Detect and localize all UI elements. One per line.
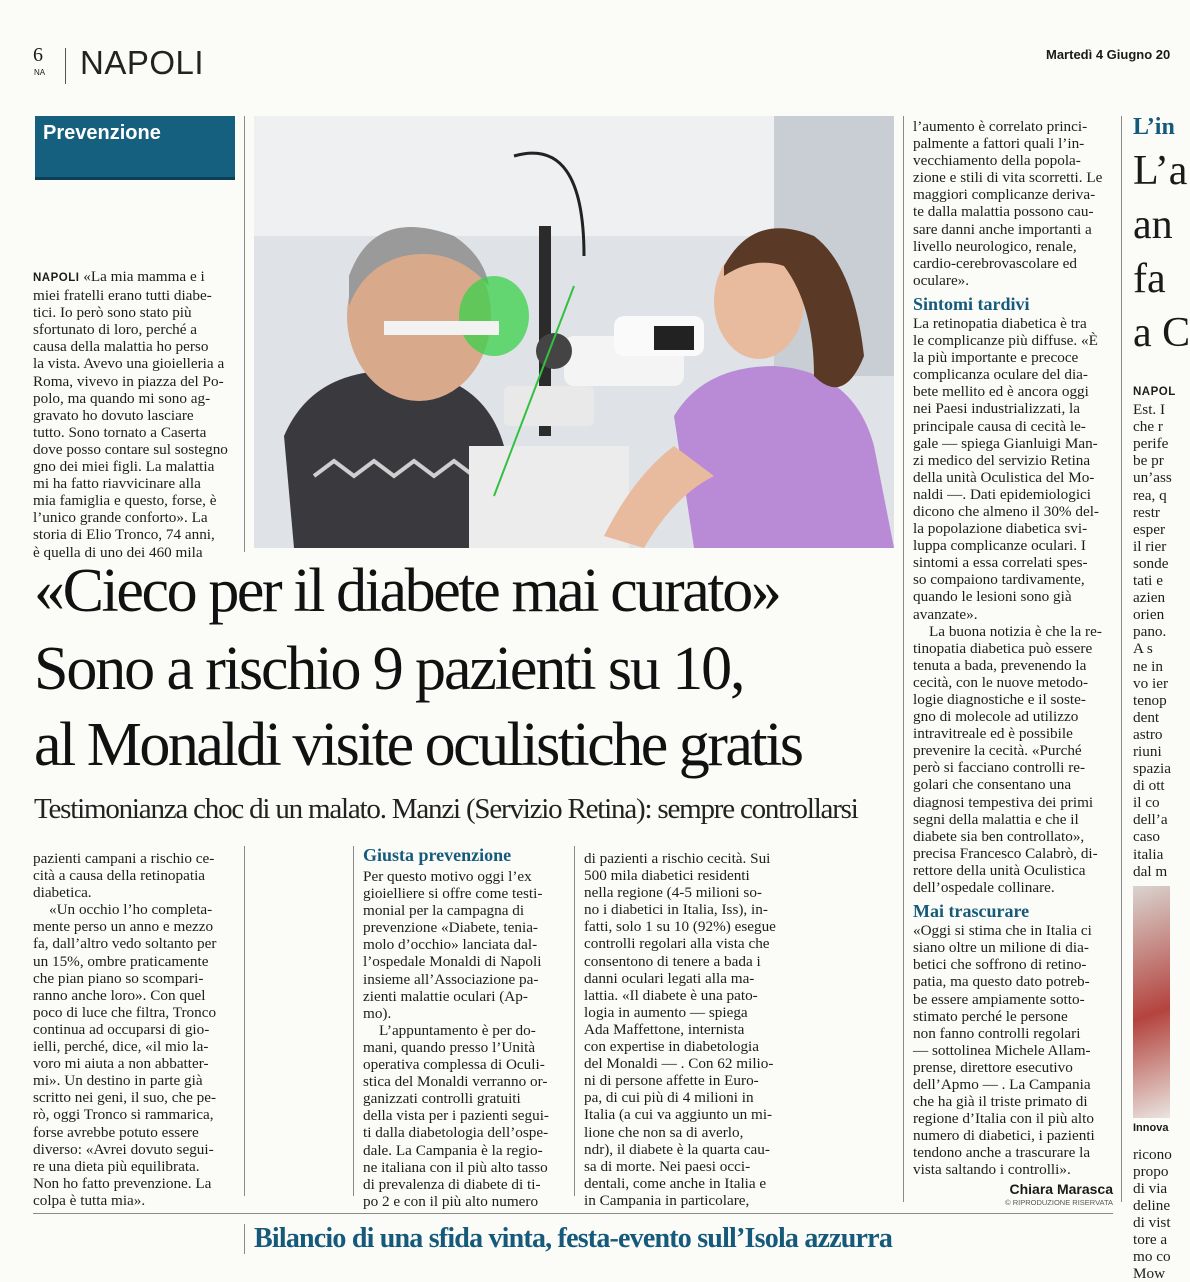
c4m-l9: dell’Apmo — . La Campania — [913, 1075, 1091, 1093]
headline-line2: Sono a rischio 9 pazienti su 10, — [34, 635, 744, 703]
side-l5: rea, q — [1133, 486, 1167, 504]
c2-l0: Per questo motivo oggi l’ex — [363, 868, 532, 885]
column-4-sintomi — [913, 315, 1113, 896]
c2-l4: molo d’occhio» lanciata dal- — [363, 936, 538, 954]
c2-l17: ne italiana con il più alto tasso — [363, 1158, 548, 1176]
side-photo-caption: Innova — [1133, 1121, 1169, 1134]
c2-l11: operativa complessa di Oculi- — [363, 1056, 545, 1074]
intro-l10: dove posso contare sul sostegno — [33, 440, 228, 458]
side-l9: sonde — [1133, 554, 1169, 572]
c4m-l5: stimato perché le persone — [913, 1007, 1068, 1025]
c4s-l11: dicono che almeno il 30% del- — [913, 502, 1099, 520]
side-l19: astro — [1133, 725, 1163, 743]
headline-quote: «Cieco per il diabete mai curato» — [34, 557, 780, 625]
c4s-l14: sintomi a essa correlati spes- — [913, 554, 1088, 572]
column-divider — [353, 846, 354, 1196]
c2-l15: ti dalla diabetologia dell’ospe- — [363, 1124, 549, 1142]
c4b-l10: diagnosi tempestiva dei primi — [913, 793, 1094, 811]
bottom-headline: Bilancio di una sfida vinta, festa-evento sull’Isola azzurra — [254, 1223, 893, 1254]
section-title: NAPOLI — [80, 44, 205, 81]
c4b-l5: gno di molecole ad utilizzo — [913, 708, 1079, 726]
c2-l19: po 2 e con il più alto numero — [363, 1192, 539, 1210]
c4b-l12: diabete sia ben controllato», — [913, 827, 1085, 845]
bottom-divider — [244, 1224, 245, 1254]
intro-l3: sfortunato di loro, perché a — [33, 321, 198, 339]
bottom-rule — [33, 1213, 1113, 1214]
column-divider — [1121, 116, 1122, 1202]
article-intro — [33, 268, 236, 561]
c2-l10: mani, quando presso l’Unità — [363, 1038, 536, 1056]
c4b-l11: segni della malattia e che il — [913, 810, 1079, 828]
c4-l6: sare danni anche importanti a — [913, 220, 1092, 238]
c4b-l6: intravitreale ed è possibile — [913, 725, 1073, 743]
c4s-l5: nei Paesi industrializzati, la — [913, 400, 1081, 418]
c1-l16: forse avrebbe potuto essere — [33, 1123, 199, 1141]
side-l22: di ott — [1133, 777, 1165, 795]
article-photo — [254, 116, 894, 548]
c3-l11: con expertise in diabetologia — [584, 1038, 760, 1056]
header-divider — [65, 48, 66, 84]
c3-l7: danni oculari legati alla ma- — [584, 969, 755, 987]
c1-l19: Non ho fatto prevenzione. La — [33, 1174, 212, 1192]
side-l20: riuni — [1133, 742, 1162, 760]
c2-l5: l’ospedale Monaldi di Napoli — [363, 953, 542, 971]
page-number: 6 — [33, 44, 43, 66]
side-l7: esper — [1133, 520, 1166, 538]
c1-l18: re una dieta più equilibrata. — [33, 1157, 200, 1175]
side-l27: dal m — [1133, 862, 1168, 880]
c1-l17: diverso: «Avrei dovuto segui- — [33, 1140, 214, 1158]
side-l1: che r — [1133, 418, 1163, 436]
c4m-l13: tendono anche a trascurare la — [913, 1144, 1091, 1162]
c3-l17: ndr), il diabete è la quarta cau- — [584, 1140, 770, 1158]
side-l18: dent — [1133, 708, 1160, 726]
c3-l18: sa di morte. Nei paesi occi- — [584, 1157, 751, 1175]
c4s-l15: so compaiono tardivamente, — [913, 571, 1085, 589]
intro-l13: mia famiglia e questo, forse, è — [33, 492, 217, 510]
subhead-giusta-prevenzione: Giusta prevenzione — [363, 845, 512, 865]
side-kicker: L’in — [1133, 114, 1175, 140]
subhead-sintomi-tardivi: Sintomi tardivi — [913, 293, 1030, 314]
c3-l15: Italia (a cui va aggiunto un mi- — [584, 1106, 773, 1124]
side-l24: dell’a — [1133, 811, 1168, 829]
side-l11: azien — [1133, 589, 1166, 607]
c4b-l15: dell’ospedale collinare. — [913, 879, 1055, 897]
c3-l0: di pazienti a rischio cecità. Sui — [584, 850, 771, 867]
c3-l10: Ada Maffettone, internista — [584, 1020, 745, 1038]
c1-l10: continua ad occuparsi di gio- — [33, 1020, 210, 1038]
column-2-text — [363, 868, 566, 1210]
column-divider — [244, 846, 245, 1196]
side-photo — [1133, 886, 1170, 1118]
section-kicker: Prevenzione — [43, 122, 161, 144]
c4s-l2: la più importante e precoce — [913, 349, 1079, 367]
c4s-l12: la popolazione diabetica svi- — [913, 520, 1088, 538]
c2-l6: insieme all’Associazione pa- — [363, 970, 539, 988]
c4-l9: oculare». — [913, 271, 970, 289]
column-divider — [244, 116, 245, 552]
side-l2: perife — [1133, 435, 1169, 453]
c1-l5: fa, dall’altro vedo soltanto per — [33, 935, 217, 953]
c4b-l2: tenuta a bada, prevenendo la — [913, 656, 1087, 674]
c3-l1: 500 mila diabetici residenti — [584, 867, 750, 885]
c2-l18: di prevalenza di diabete di ti- — [363, 1175, 541, 1193]
side-b3: deline — [1133, 1197, 1171, 1214]
c2-l16: dale. La Campania è la regio- — [363, 1141, 543, 1159]
c4s-l4: bete mellito ed è ancora oggi — [913, 383, 1089, 401]
c3-l2: nella regione (4-5 milioni so- — [584, 884, 762, 902]
side-l6: restr — [1133, 503, 1160, 521]
c2-l7: zienti malattie oculari (Ap- — [363, 987, 528, 1005]
c4m-l3: patia, ma questo dato potreb- — [913, 973, 1090, 991]
intro-l7: polo, ma quando mi sono ag- — [33, 389, 211, 407]
side-l4: un’ass — [1133, 469, 1172, 487]
c1-l3: «Un occhio l’ho completa- — [49, 901, 213, 919]
c1-l6: un 15%, ombre praticamente — [33, 952, 209, 970]
side-l23: il co — [1133, 794, 1160, 812]
c3-l8: lattia. «Il diabete è una pato- — [584, 986, 758, 1004]
c4m-l2: betici che soffrono di retino- — [913, 956, 1087, 974]
c4-l0: l’aumento è correlato princi- — [913, 118, 1088, 135]
c4m-l10: che ha già il triste primato di — [913, 1093, 1088, 1111]
intro-l14: l’unico grande conforto». La — [33, 509, 208, 527]
author-byline: Chiara Marasca — [1009, 1180, 1113, 1197]
c4b-l4: logie diagnostiche e il soste- — [913, 691, 1086, 708]
c2-l9: L’appuntamento è per do- — [379, 1021, 536, 1039]
side-b7: Mow — [1133, 1265, 1166, 1282]
side-text-bottom — [1133, 1146, 1170, 1282]
side-l10: tati e — [1133, 572, 1163, 590]
c4s-l0: La retinopatia diabetica è tra — [913, 314, 1087, 332]
c1-l0: pazienti campani a rischio ce- — [33, 850, 215, 867]
intro-l8: gravato ho dovuto lasciare — [33, 406, 194, 424]
c1-l9: poco di luce che filtra, Tronco — [33, 1003, 217, 1021]
c4-l2: vecchiamento della popola- — [913, 152, 1081, 170]
intro-l9: tutto. Sono tornato a Caserta — [33, 423, 207, 441]
c4s-l7: gale — spiega Gianluigi Man- — [913, 434, 1098, 452]
intro-l4: causa della malattia ho perso — [33, 338, 209, 356]
c4-l8: cardio-cerebrovascolare ed — [913, 254, 1077, 272]
side-l25: caso — [1133, 828, 1160, 846]
intro-l1: miei fratelli erano tutti diabe- — [33, 287, 212, 305]
side-headline-l3: a C — [1133, 310, 1190, 356]
column-4-mai — [913, 922, 1113, 1178]
c3-l12: del Monaldi — . Con 62 milio- — [584, 1055, 774, 1073]
c3-l20: in Campania in particolare, — [584, 1191, 750, 1209]
intro-l11: gno dei miei figli. La malattia — [33, 458, 215, 476]
intro-l0: «La mia mamma e i — [83, 268, 205, 285]
c4s-l6: principale causa di cecità le- — [913, 417, 1086, 435]
c3-l16: lione che non sa di averlo, — [584, 1123, 744, 1141]
c4m-l6: non fanno controlli regolari — [913, 1024, 1081, 1042]
c1-l7: che pian piano so scompari- — [33, 969, 204, 987]
side-l21: spazia — [1133, 760, 1171, 778]
c4s-l1: le complicanze più diffuse. «È — [913, 332, 1098, 350]
c3-l13: ni di persone affette in Euro- — [584, 1072, 759, 1090]
copyright-note: © RIPRODUZIONE RISERVATA — [1005, 1197, 1113, 1207]
side-dateline: NAPOL — [1133, 386, 1176, 398]
c4s-l9: della unità Oculistica del Mo- — [913, 468, 1095, 486]
side-l13: pano. — [1133, 623, 1167, 641]
intro-l6: Roma, vivevo in piazza del Po- — [33, 372, 224, 390]
c4b-l8: però si facciano controlli re- — [913, 759, 1086, 777]
photo-illustration — [254, 116, 894, 548]
headline-summary: Testimonianza choc di un malato. Manzi (Servizio Retina): sempre controllarsi — [34, 793, 858, 825]
c3-l3: no i diabetici in Italia, Iss), in- — [584, 901, 768, 919]
c4b-l13: precisa Francesco Calabrò, di- — [913, 844, 1098, 862]
article-column-2 — [363, 844, 566, 1210]
c2-l8: mo). — [363, 1004, 392, 1022]
side-l16: vo ier — [1133, 674, 1169, 692]
c1-l14: scritto nei geni, il suo, che pe- — [33, 1089, 217, 1107]
c1-l1: cità a causa della retinopatia — [33, 867, 206, 885]
side-l8: il rier — [1133, 537, 1167, 555]
side-headline-l1: an — [1133, 202, 1173, 248]
side-b4: di vist — [1133, 1214, 1171, 1232]
c4s-l3: complicanza oculare del dia- — [913, 366, 1088, 384]
side-l14: A s — [1133, 640, 1153, 658]
side-l12: orien — [1133, 606, 1165, 624]
c3-l6: consentono di tenere a bada i — [584, 952, 761, 970]
c3-l5: controlli regolari alla vista che — [584, 935, 770, 953]
c4s-l17: avanzate». — [913, 605, 978, 623]
c1-l11: ielli, perché, dice, «il mio la- — [33, 1038, 209, 1056]
c1-l13: mi». Un destino in parte già — [33, 1072, 203, 1090]
intro-l15: storia di Elio Tronco, 74 anni, — [33, 526, 215, 544]
c3-l9: logia in aumento — spiega — [584, 1003, 748, 1021]
intro-l2: tici. Io però sono stato più — [33, 304, 192, 322]
c4b-l0: La buona notizia è che la re- — [929, 622, 1102, 640]
c4b-l1: tinopatia diabetica può essere — [913, 639, 1093, 657]
c4-l4: maggiori complicanze deriva- — [913, 186, 1096, 204]
dateline: NAPOLI — [33, 272, 80, 284]
c4b-l7: prevenire la cecità. «Purché — [913, 742, 1082, 760]
side-l3: be pr — [1133, 452, 1164, 470]
c2-l12: stica del Monaldi verranno or- — [363, 1073, 548, 1091]
c2-l1: gioielliere si offre come testi- — [363, 885, 543, 903]
c4b-l14: rettore della unità Oculistica — [913, 861, 1086, 879]
c4m-l8: prense, direttore esecutivo — [913, 1058, 1073, 1076]
c4m-l4: be essere ampiamente sotto- — [913, 990, 1085, 1008]
c4m-l1: siano oltre un milione di dia- — [913, 939, 1089, 957]
column-divider — [903, 116, 904, 1202]
c4m-l0: «Oggi si stima che in Italia ci — [913, 922, 1092, 940]
c4m-l12: numero di diabetici, i pazienti — [913, 1127, 1095, 1145]
c3-l4: fatti, solo 1 su 10 (92%) esegue — [584, 918, 776, 936]
c1-l15: rò, oggi Tronco si rammarica, — [33, 1106, 214, 1124]
side-b1: propo — [1133, 1162, 1169, 1180]
side-headline-l0: L’a — [1133, 148, 1188, 194]
page-date: Martedì 4 Giugno 20 — [1046, 47, 1171, 62]
c3-l14: pa, di cui più di 4 milioni in — [584, 1089, 754, 1107]
article-column-3 — [584, 850, 785, 1209]
side-b6: mo co — [1133, 1248, 1171, 1266]
article-column-1 — [33, 850, 236, 1209]
side-b5: tore a — [1133, 1231, 1168, 1249]
c2-l13: ganizzati controlli gratuiti — [363, 1090, 521, 1108]
c4m-l7: — sottolinea Michele Allam- — [913, 1041, 1091, 1059]
side-b2: di via — [1133, 1179, 1168, 1197]
side-l17: tenop — [1133, 691, 1167, 709]
c2-l3: prevenzione «Diabete, tenia- — [363, 919, 538, 937]
intro-paragraph — [33, 268, 236, 287]
edition-code: NA — [34, 68, 46, 77]
subhead-mai-trascurare: Mai trascurare — [913, 901, 1030, 922]
side-b0: ricono — [1133, 1145, 1172, 1163]
c2-l2: monial per la campagna di — [363, 902, 525, 920]
section-kicker-box — [35, 116, 235, 180]
c4s-l13: luppa complicanze oculari. I — [913, 537, 1086, 555]
c4m-l14: vista saltando i controlli». — [913, 1161, 1071, 1179]
intro-l12: mi ha fatto riavvicinare alla — [33, 475, 201, 493]
column-divider — [574, 846, 575, 1196]
c1-l12: voro mi aiuta a non abbatter- — [33, 1055, 209, 1073]
intro-l16: è quella di uno dei 460 mila — [33, 543, 203, 561]
c3-l19: dentali, come anche in Italia e — [584, 1174, 767, 1192]
c4s-l10: naldi —. Dati epidemiologici — [913, 485, 1091, 503]
c4b-l3: cecità, con le nuove metodo- — [913, 673, 1089, 691]
headline-line3: al Monaldi visite oculistiche gratis — [34, 711, 802, 779]
c1-l4: mente perso un anno e mezzo — [33, 918, 214, 936]
c4b-l9: golari che consentano una — [913, 776, 1072, 794]
intro-l5: la vista. Avevo una gioielleria a — [33, 355, 225, 373]
side-article — [1133, 110, 1190, 1282]
c1-l8: ranno anche loro». Con quel — [33, 986, 206, 1004]
side-text — [1133, 384, 1176, 880]
c4s-l8: zi medico del servizio Retina — [913, 451, 1091, 469]
c4-l3: zione e stili di vita scorretti. Le — [913, 169, 1103, 187]
c2-l14: della vista per i pazienti segui- — [363, 1107, 549, 1125]
side-l0: Est. I — [1133, 401, 1166, 419]
c4m-l11: regione d’Italia con il più alto — [913, 1110, 1094, 1128]
side-l15: ne in — [1133, 657, 1163, 675]
c4-l7: livello neurologico, renale, — [913, 237, 1077, 255]
column-4-top — [913, 118, 1113, 289]
c4s-l16: quando le lesioni sono già — [913, 588, 1072, 606]
c1-l20: colpa è tutta mia». — [33, 1191, 146, 1209]
c4-l5: te dalla malattia possono cau- — [913, 203, 1094, 221]
side-l26: italia — [1133, 845, 1164, 863]
c4-l1: palmente a fattori quali l’in- — [913, 135, 1085, 153]
c1-l2: diabetica. — [33, 884, 92, 902]
article-column-4 — [913, 118, 1113, 1207]
side-headline-l2: fa — [1133, 256, 1166, 302]
